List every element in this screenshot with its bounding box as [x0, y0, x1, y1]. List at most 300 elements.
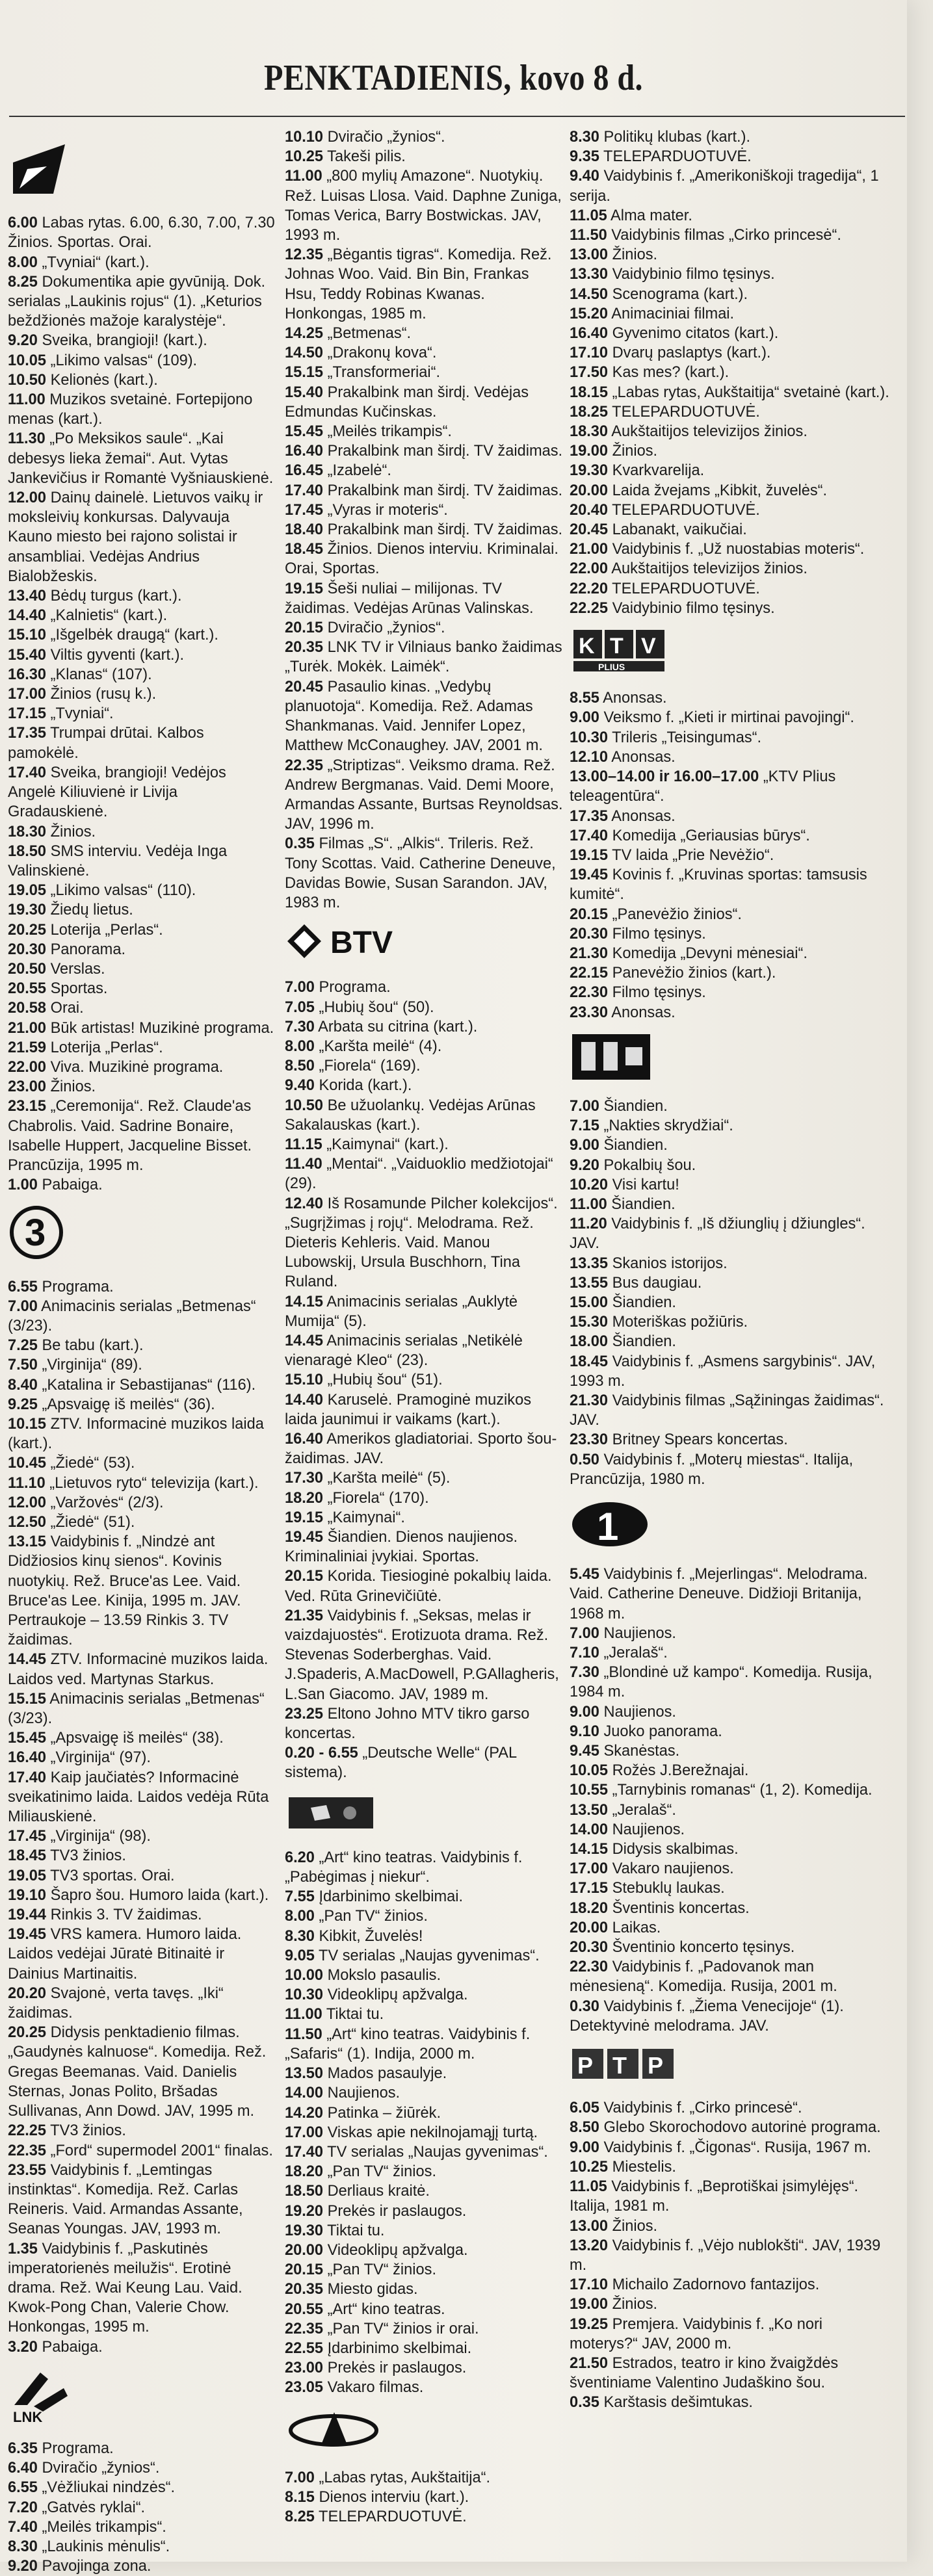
program-title: „Jeralaš“. [599, 1645, 668, 1662]
program-title: Prakalbink man širdį. TV žaidimas. [323, 482, 563, 499]
program-entry [8, 2337, 276, 2357]
program-title: „Nakties skrydžiai“. [599, 1117, 733, 1135]
program-title: „Striptizas“. Veiksmo drama. Rež. Andrew Bergmanas. Vaid. Demi Moore, Armandas Assante, Burtsas Reynoldsas. JAV, 1996 m. [285, 757, 563, 833]
program-time: 10.55 [570, 1782, 609, 1799]
program-entry [570, 1761, 895, 1780]
program-entry [570, 905, 895, 924]
program-entry [570, 865, 895, 904]
program-time: 12.50 [8, 1514, 47, 1531]
program-entry [570, 2275, 895, 2295]
column-2 [285, 127, 564, 2527]
program-entry [8, 371, 276, 390]
program-time: 6.05 [570, 2100, 599, 2117]
program-time: 17.40 [8, 764, 47, 781]
program-entry [285, 1194, 564, 1292]
program-time: 6.40 [8, 2460, 38, 2477]
program-entry [8, 665, 276, 684]
program-title: Pokalbių šou. [599, 1156, 696, 1174]
program-title: Viva. Muzikinė programa. [46, 1058, 224, 1076]
program-title: Šventinis koncertas. [608, 1899, 750, 1917]
program-time: 15.45 [8, 1730, 47, 1747]
program-time: 21.59 [8, 1039, 47, 1056]
program-entry [285, 2319, 564, 2339]
program-entry [8, 822, 276, 842]
program-title: TV3 žinios. [46, 2122, 126, 2140]
program-title: Kas mes? (kart.). [608, 364, 729, 382]
program-title: TELEPARDUOTUVĖ. [608, 580, 760, 597]
program-entry [8, 2023, 276, 2121]
program-entry [285, 618, 564, 638]
program-title: Glebo Skorochodovo autorinė programa. [599, 2119, 881, 2137]
program-time: 18.15 [570, 384, 609, 401]
program-entry [570, 1957, 895, 1996]
program-entry [570, 245, 895, 265]
program-entry [8, 1866, 276, 1886]
program-title: Vaidybinis f. „Žiema Venecijoje“ (1). Detektyvinė melodrama. JAV. [570, 1997, 844, 2035]
program-title: „Art“ kino teatras. [323, 2300, 445, 2318]
program-title: Būk artistas! Muzikinė programa. [46, 1019, 274, 1037]
program-time: 14.50 [285, 345, 324, 362]
program-entry [570, 1780, 895, 1800]
program-entry [570, 540, 895, 559]
program-time: 19.44 [8, 1906, 47, 1924]
program-time: 18.45 [285, 541, 324, 558]
program-title: Animacinis serialas „Netikėlė vienaragė Kleo“ (23). [285, 1332, 523, 1370]
program-entry [285, 540, 564, 579]
program-title: Politikų klubas (kart.). [599, 129, 751, 146]
program-title: Mados pasaulyje. [323, 2065, 447, 2083]
program-entry [8, 2458, 276, 2478]
program-title: Vaidybinis filmas „Sąžiningas žaidimas“. JAV. [570, 1392, 884, 1429]
program-time: 21.00 [570, 541, 609, 558]
program-title: Britney Spears koncertas. [608, 1431, 788, 1449]
program-title: „Laukinis mėnulis“. [37, 2538, 170, 2555]
program-time: 15.15 [285, 364, 324, 382]
program-entry [8, 1846, 276, 1866]
program-title: „Likimo valsas“ (110). [46, 882, 196, 900]
program-entry [8, 1395, 276, 1414]
column-1 [8, 127, 276, 2576]
program-title: „Bėgantis tigras“. Komedija. Rež. Johnas Woo. Vaid. Bin Bin, Frankas Hsu, Teddy Robinas Kwanas. Honkongas, 1985 m. [285, 246, 552, 322]
program-title: Įdarbinimo skelbimai. [323, 2339, 472, 2357]
program-entry [285, 481, 564, 501]
program-entry [570, 846, 895, 865]
program-title: Vaidybinio filmo tęsinys. [608, 266, 775, 283]
program-entry [285, 1946, 564, 1966]
program-entry [8, 1019, 276, 1038]
program-title: TELEPARDUOTUVĖ. [314, 2508, 467, 2526]
program-time: 12.10 [570, 748, 609, 766]
program-time: 19.30 [8, 902, 47, 919]
program-title: Laida žvejams „Kibkit, žuvelės“. [608, 482, 828, 499]
program-title: „Išgelbėk draugą“ (kart.). [46, 627, 218, 644]
program-entry [285, 1704, 564, 1743]
program-time: 20.35 [285, 2281, 324, 2298]
program-entry [285, 1468, 564, 1488]
program-entry [570, 2236, 895, 2275]
program-entry [570, 1254, 895, 1273]
program-title: „Hubių šou“ (51). [323, 1372, 443, 1389]
program-title: Kibkit, Žuvelės! [314, 1927, 423, 1945]
program-title: „Pan TV“ žinios ir orai. [323, 2320, 479, 2337]
program-time: 14.15 [570, 1841, 609, 1858]
program-title: Labas rytas. 6.00, 6.30, 7.00, 7.30 Žinios. Sportas. Orai. [8, 215, 275, 252]
program-title: Videoklipų apžvalga. [323, 2241, 468, 2259]
program-entry [8, 979, 276, 998]
program-title: Vaidybinis f. „Moterų miestas“. Italija, Prancūzija, 1980 m. [570, 1451, 854, 1488]
program-title: Vaidybinis f. „Mejerlingas“. Melodrama. Vaid. Catherine Deneuve. Didžioji Britanija, 1968 m. [570, 1566, 868, 1622]
program-time: 13.40 [8, 588, 47, 605]
program-title: Skanios istorijos. [608, 1255, 728, 1272]
svg-text:Р: Р [648, 2052, 664, 2079]
program-time: 9.45 [570, 1743, 599, 1760]
program-title: Prekės ir paslaugos. [323, 2202, 467, 2220]
program-entry [570, 422, 895, 441]
program-time: 17.00 [8, 686, 47, 703]
svg-text:K: K [579, 634, 595, 659]
program-time: 10.25 [570, 2158, 609, 2176]
program-title: „Blondinė už kampo“. Komedija. Rusija, 1984 m. [570, 1664, 873, 1701]
program-time: 22.00 [8, 1058, 47, 1076]
program-time: 20.45 [570, 521, 609, 539]
program-title: Skanėstas. [599, 1743, 680, 1760]
svg-text:Р: Р [577, 2052, 594, 2079]
program-entry [285, 1508, 564, 1528]
program-time: 1.00 [8, 1177, 38, 1194]
program-time: 9.10 [570, 1723, 599, 1740]
program-entry [570, 708, 895, 727]
program-time: 11.10 [8, 1474, 46, 1492]
program-title: „Karšta meilė“ (5). [323, 1470, 451, 1487]
program-title: Programa. [37, 1278, 114, 1295]
program-title: „Tvyniai“. [46, 705, 114, 723]
program-title: Dienos interviu (kart.). [314, 2488, 469, 2506]
program-time: 17.30 [285, 1470, 324, 1487]
program-entry [8, 390, 276, 429]
program-title: Tiktai tu. [322, 2006, 384, 2023]
program-entry [570, 1097, 895, 1116]
program-entry [570, 1116, 895, 1136]
program-entry [570, 324, 895, 343]
program-title: ZTV. Informacinė muzikos laida. Laidos ved. Martynas Starkus. [8, 1651, 269, 1688]
program-time: 14.45 [8, 1651, 47, 1669]
program-title: Moteriškas požiūris. [608, 1314, 748, 1331]
program-title: Kvarkvarelija. [608, 462, 705, 480]
program-entry [8, 1097, 276, 1175]
program-time: 19.05 [8, 1867, 47, 1884]
program-entry [285, 2123, 564, 2142]
program-title: Animaciniai filmai. [608, 305, 735, 322]
program-time: 18.30 [8, 823, 47, 840]
program-time: 0.30 [570, 1997, 599, 2015]
program-time: 16.30 [8, 666, 47, 683]
program-title: Be užuolankų. Vedėjas Arūnas Sakalauskas (kart.). [285, 1097, 536, 1134]
program-entry [285, 520, 564, 540]
program-entry [285, 1906, 564, 1926]
program-entry [8, 1375, 276, 1395]
program-entry [8, 1474, 276, 1493]
program-time: 14.00 [570, 1821, 609, 1838]
program-time: 13.00 [570, 2217, 609, 2235]
program-entry [285, 2025, 564, 2064]
program-time: 21.00 [8, 1019, 47, 1037]
program-title: Bus daugiau. [608, 1274, 702, 1292]
program-title: Vakaro naujienos. [608, 1860, 734, 1878]
program-time: 11.50 [570, 227, 607, 244]
program-entry [285, 2083, 564, 2103]
program-entry [285, 2142, 564, 2162]
program-title: Vaidybinis f. „Nindzė ant Didžiosios kinų sienos“. Kovinis nuotykių. Rež. Bruce'as Lee. Vaid. Bruce'as Lee. Kinija, 1995 m. JAV. Pertraukoje – 13.59 Rinkis 3. TV žaidimas. [8, 1533, 241, 1649]
program-title: Estrados, teatro ir kino žvaigždės šventiniame Valentino Judaškino šou. [570, 2354, 839, 2392]
program-time: 22.30 [570, 1958, 609, 1976]
program-title: SMS interviu. Vedėja Inga Valinskienė. [8, 842, 228, 879]
program-title: Miesto gidas. [323, 2281, 418, 2298]
program-entry [570, 1899, 895, 1918]
program-entry [8, 704, 276, 723]
btv-logo [285, 922, 564, 969]
program-time: 19.30 [285, 2222, 324, 2239]
program-time: 21.30 [570, 944, 609, 962]
program-title: TV3 žinios. [46, 1847, 126, 1865]
program-title: „Vyras ir moteris“. [323, 501, 448, 519]
program-time: 13.20 [570, 2237, 609, 2254]
program-entry [570, 265, 895, 284]
program-time: 7.05 [285, 998, 315, 1016]
program-time: 0.50 [570, 1451, 599, 1468]
program-time: 8.30 [8, 2538, 38, 2555]
program-title: TV serialas „Naujas gyvenimas“. [314, 1947, 540, 1964]
program-time: 8.30 [285, 1927, 315, 1945]
program-title: Amerikos gladiatoriai. Sporto šou-žaidimas. JAV. [285, 1431, 557, 1468]
program-entry [285, 677, 564, 756]
program-entry [8, 1689, 276, 1728]
program-title: Pabaiga. [37, 1177, 103, 1194]
program-title: „Pan TV“ žinios. [323, 2163, 437, 2181]
program-entry [570, 963, 895, 983]
program-entry [570, 1391, 895, 1430]
program-title: „Apsvaigę iš meilės“ (38). [46, 1730, 224, 1747]
program-entry [285, 2378, 564, 2397]
program-time: 22.15 [570, 965, 609, 982]
program-time: 11.05 [570, 2178, 607, 2196]
program-title: Šiandien. [599, 1097, 668, 1115]
program-title: „Virginija“ (97). [46, 1749, 151, 1767]
program-entry [570, 1820, 895, 1840]
program-entry [285, 1528, 564, 1567]
program-time: 10.15 [8, 1415, 47, 1433]
program-entry [8, 2439, 276, 2458]
program-entry [570, 767, 895, 806]
program-entry [570, 1997, 895, 2036]
program-title: Vaidybinis f. „Čigonas“. Rusija, 1967 m. [599, 2139, 871, 2156]
program-time: 23.30 [570, 1431, 609, 1449]
page-title: PENKTADIENIS, kovo 8 d. [263, 58, 644, 98]
program-time: 17.15 [8, 705, 47, 723]
program-time: 18.00 [570, 1333, 609, 1351]
program-time: 10.05 [8, 352, 47, 369]
program-title: Filmo tęsinys. [608, 925, 706, 943]
program-title: Animacinis serialas „Betmenas“ (3/23). [8, 1690, 265, 1728]
program-title: „Varžovės“ (2/3). [46, 1494, 164, 1511]
program-time: 17.00 [285, 2124, 324, 2141]
program-time: 13.15 [8, 1533, 47, 1551]
program-title: Dvarų paslaptys (kart.). [608, 345, 771, 362]
program-entry [570, 1156, 895, 1175]
program-entry [285, 2339, 564, 2358]
program-entry [570, 1312, 895, 1332]
program-entry [570, 2295, 895, 2314]
program-time: 8.50 [285, 1058, 315, 1075]
program-title: „Ceremonija“. Rež. Claude'as Chabrolis. Vaid. Sadrine Bonaire, Isabelle Huppert, Jacqueline Bisset. Prancūzija, 1995 m. [8, 1098, 252, 1174]
program-title: „Panevėžio žinios“. [608, 905, 742, 923]
program-time: 7.00 [285, 2469, 315, 2486]
program-entry [570, 748, 895, 767]
program-title: „Virginija“ (89). [37, 1357, 142, 1374]
program-time: 9.20 [8, 332, 38, 350]
program-entry [8, 1905, 276, 1925]
program-title: „Kaimynai“ (kart.). [322, 1136, 449, 1153]
program-title: „Labas rytas, Aukštaitija“ svetainė (kart.). [608, 384, 889, 401]
program-title: Pavojinga zona. [37, 2558, 151, 2575]
program-entry [8, 1748, 276, 1767]
program-title: Dokumentika apie gyvūniją. Dok. serialas „Laukinis rojus“ (1). „Keturios beždžionės mažoje karalystėje“. [8, 273, 266, 330]
program-entry [285, 127, 564, 147]
program-entry [8, 940, 276, 959]
program-entry [570, 728, 895, 748]
program-entry [8, 2161, 276, 2239]
program-entry [8, 1277, 276, 1297]
program-title: Vaidybinis f. „Paskutinės imperatorienės meilužis“. Erotinė drama. Rež. Wai Keung Lau. Vaid. Kwok-Pong Chan, Valerie Chow. Honkongas, 1995 m. [8, 2240, 243, 2336]
program-entry [285, 1390, 564, 1429]
program-title: Viskas apie nekilnojamąjį turtą. [323, 2124, 538, 2141]
program-time: 16.40 [8, 1749, 47, 1767]
program-time: 20.15 [285, 619, 324, 637]
program-entry [570, 924, 895, 944]
program-time: 19.10 [8, 1886, 47, 1904]
program-title: Stebuklų laukas. [608, 1880, 725, 1897]
program-entry [570, 1352, 895, 1391]
program-title: Filmo tęsinys. [608, 984, 706, 1002]
program-entry [8, 900, 276, 920]
program-entry [8, 1886, 276, 1905]
program-entry [8, 998, 276, 1018]
program-entry [285, 1489, 564, 1508]
svg-text:BTV: BTV [330, 926, 393, 961]
program-entry [570, 1918, 895, 1938]
program-time: 7.15 [570, 1117, 599, 1135]
program-title: „Klanas“ (107). [46, 666, 152, 683]
program-time: 9.35 [570, 148, 599, 166]
program-entry [285, 1567, 564, 1606]
program-time: 17.35 [570, 807, 609, 825]
program-time: 17.10 [570, 345, 609, 362]
program-time: 20.15 [285, 1568, 324, 1585]
program-time: 20.15 [285, 2261, 324, 2279]
program-title: Šventinio koncerto tęsinys. [608, 1939, 795, 1957]
program-entry [8, 1984, 276, 2023]
program-entry [285, 461, 564, 480]
program-time: 6.35 [8, 2439, 38, 2457]
program-title: Veiksmo f. „Kieti ir mirtinai pavojingi“. [599, 709, 854, 727]
program-entry [285, 1096, 564, 1135]
program-title: Vaidybinis f. „Iš džiunglių į džiungles“. JAV. [570, 1216, 865, 1253]
program-title: Komedija „Geriausias būrys“. [608, 827, 810, 844]
rtr-logo [570, 2045, 895, 2089]
program-time: 21.35 [285, 1607, 324, 1624]
program-entry [285, 324, 564, 343]
program-time: 22.25 [570, 599, 609, 617]
program-time: 22.35 [285, 757, 324, 774]
program-title: TELEPARDUOTUVĖ. [599, 148, 752, 166]
program-time: 22.35 [285, 2320, 324, 2337]
program-entry [570, 383, 895, 402]
program-title: Vaidybinis f. „Už nuostabias moteris“. [608, 541, 865, 558]
program-entry [570, 1565, 895, 1624]
program-time: 23.30 [570, 1004, 609, 1021]
program-time: 0.35 [570, 2394, 599, 2412]
program-time: 19.25 [570, 2315, 609, 2333]
program-title: Takeši pilis. [323, 148, 406, 166]
program-entry [570, 1136, 895, 1155]
program-entry [570, 501, 895, 520]
program-title: Gyvenimo citatos (kart.). [608, 325, 779, 343]
program-entry [285, 2221, 564, 2241]
program-time: 16.40 [285, 1431, 324, 1448]
program-title: „Betmenas“. [323, 325, 412, 343]
program-entry [285, 245, 564, 324]
program-entry [285, 2064, 564, 2083]
program-time: 18.30 [570, 423, 609, 441]
program-time: 23.15 [8, 1098, 47, 1115]
program-time: 6.55 [8, 2479, 38, 2497]
program-entry [8, 1175, 276, 1195]
program-time: 6.00 [8, 215, 38, 232]
program-title: Orai. [46, 1000, 84, 1017]
program-time: 10.30 [570, 729, 609, 746]
program-time: 20.30 [570, 925, 609, 943]
program-entry [570, 2354, 895, 2393]
program-time: 7.00 [8, 1297, 38, 1315]
program-title: Scenograma (kart.). [608, 285, 748, 303]
program-entry [570, 2098, 895, 2118]
program-title: Korida (kart.). [314, 1077, 412, 1095]
program-time: 8.00 [285, 1908, 315, 1925]
program-title: „Vėžliukai nindzės“. [37, 2479, 176, 2497]
program-entry [570, 343, 895, 363]
program-entry [8, 1532, 276, 1650]
program-title: Vaidybinio filmo tęsinys. [608, 599, 775, 617]
program-title: Vaidybinis f. „Cirko princesė“. [599, 2100, 802, 2117]
program-title: Svajonė, verta tavęs. „Iki“ žaidimas. [8, 1984, 224, 2022]
program-entry [8, 645, 276, 665]
program-time: 13.00–14.00 ir 16.00–17.00 [570, 768, 759, 786]
program-time: 10.05 [570, 1762, 609, 1780]
program-time: 10.45 [8, 1455, 47, 1472]
program-time: 13.35 [570, 1255, 609, 1272]
program-entry [285, 978, 564, 997]
program-title: Žinios. [608, 2217, 658, 2235]
program-time: 10.30 [285, 1986, 324, 2004]
program-title: „Meilės trikampis“. [37, 2518, 166, 2536]
program-time: 18.40 [285, 521, 324, 539]
program-time: 22.00 [570, 560, 609, 578]
program-time: 6.55 [8, 1278, 38, 1295]
program-entry [285, 2468, 564, 2488]
program-title: Anonsas. [608, 748, 676, 766]
program-title: Žinios (rusų k.). [46, 686, 157, 703]
program-entry [570, 807, 895, 826]
program-time: 7.30 [285, 1018, 315, 1035]
